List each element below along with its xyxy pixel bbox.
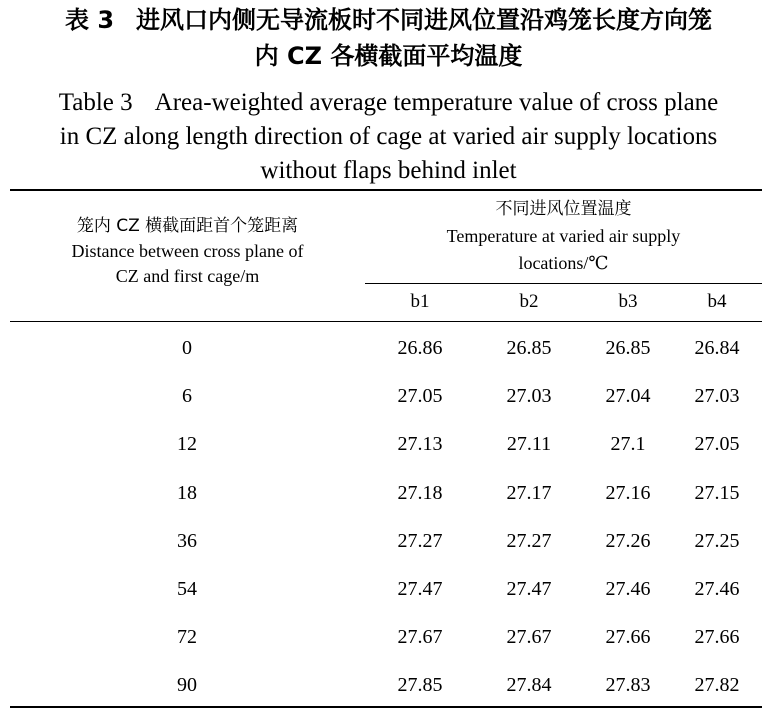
temperature-cell-b3: 26.85	[605, 337, 651, 359]
temperature-cell-b4: 27.46	[694, 578, 740, 600]
table-title-en	[0, 86, 777, 188]
temperature-cell-b3: 27.66	[605, 626, 651, 649]
distance-cell: 12	[177, 433, 197, 456]
temperature-cell-b1: 27.18	[397, 481, 443, 504]
temperature-cell-b2: 27.11	[506, 433, 552, 456]
distance-cell: 90	[177, 674, 197, 697]
table-title-cn-line1	[0, 2, 777, 38]
distance-cell: 6	[182, 385, 192, 408]
bottom-rule	[10, 706, 762, 708]
temperature-cell-b2: 26.85	[506, 337, 552, 359]
column-header-b3: b3	[618, 291, 638, 312]
top-rule	[10, 189, 762, 191]
temperature-cell-b1: 27.47	[397, 578, 443, 600]
header-distance	[10, 214, 365, 289]
sub-header-rule	[365, 283, 762, 284]
table-title-en-line2: in CZ along length direction of cage at varied air supply locations	[59, 123, 718, 150]
temperature-cell-b4: 27.15	[694, 481, 740, 504]
table-title-cn	[0, 2, 777, 74]
temperature-cell-b3: 27.46	[605, 578, 651, 600]
table-label-en: Table 3	[58, 89, 133, 116]
distance-cell: 36	[177, 529, 197, 552]
header-distance-cn: 笼内 CZ 横截面距首个笼距离	[76, 216, 299, 236]
table-title-cn-text1: 进风口内侧无导流板时不同进风位置沿鸡笼长度方向笼	[136, 6, 713, 34]
distance-cell: 54	[177, 578, 197, 600]
temperature-cell-b1: 27.05	[397, 385, 443, 408]
distance-cell: 0	[182, 337, 192, 359]
temperature-cell-b4: 27.82	[694, 674, 740, 697]
column-header-b1: b1	[410, 291, 430, 312]
temperature-cell-b3: 27.04	[605, 385, 651, 408]
header-temperature-en-line1: Temperature at varied air supply	[446, 226, 681, 246]
header-temperature-en-line2: locations/℃	[518, 253, 609, 273]
temperature-cell-b3: 27.26	[605, 529, 651, 552]
temperature-cell-b1: 27.13	[397, 433, 443, 456]
temperature-cell-b4: 26.84	[694, 337, 740, 359]
temperature-cell-b4: 27.03	[694, 385, 740, 408]
header-temperature	[365, 196, 762, 277]
column-header-b2: b2	[519, 291, 539, 312]
temperature-cell-b1: 27.67	[397, 626, 443, 649]
distance-cell: 72	[177, 626, 197, 649]
temperature-cell-b2: 27.03	[506, 385, 552, 408]
table-title-en-line1	[0, 86, 777, 120]
temperature-cell-b2: 27.67	[506, 626, 552, 649]
temperature-cell-b3: 27.16	[605, 481, 651, 504]
temperature-cell-b3: 27.1	[610, 433, 646, 456]
temperature-cell-b1: 27.27	[397, 529, 443, 552]
temperature-cell-b4: 27.66	[694, 626, 740, 649]
table-label-cn: 表 3	[64, 6, 115, 34]
temperature-cell-b3: 27.83	[605, 674, 651, 697]
table-title-cn-line2: 内 CZ 各横截面平均温度	[254, 42, 523, 70]
temperature-cell-b1: 27.85	[397, 674, 443, 697]
header-temperature-cn: 不同进风位置温度	[495, 199, 632, 219]
column-header-b4: b4	[707, 291, 727, 312]
temperature-cell-b2: 27.47	[506, 578, 552, 600]
header-rule	[10, 321, 762, 322]
header-distance-en-line2: CZ and first cage/m	[115, 266, 260, 286]
temperature-cell-b2: 27.17	[506, 481, 552, 504]
header-distance-en-line1: Distance between cross plane of	[71, 241, 304, 261]
distance-cell: 18	[177, 481, 197, 504]
table-title-en-text1: Area-weighted average temperature value of cross plane	[154, 89, 719, 116]
temperature-cell-b1: 26.86	[397, 337, 443, 359]
temperature-cell-b2: 27.84	[506, 674, 552, 697]
temperature-cell-b4: 27.05	[694, 433, 740, 456]
table-title-en-line3: without flaps behind inlet	[260, 157, 517, 184]
temperature-cell-b2: 27.27	[506, 529, 552, 552]
temperature-cell-b4: 27.25	[694, 529, 740, 552]
